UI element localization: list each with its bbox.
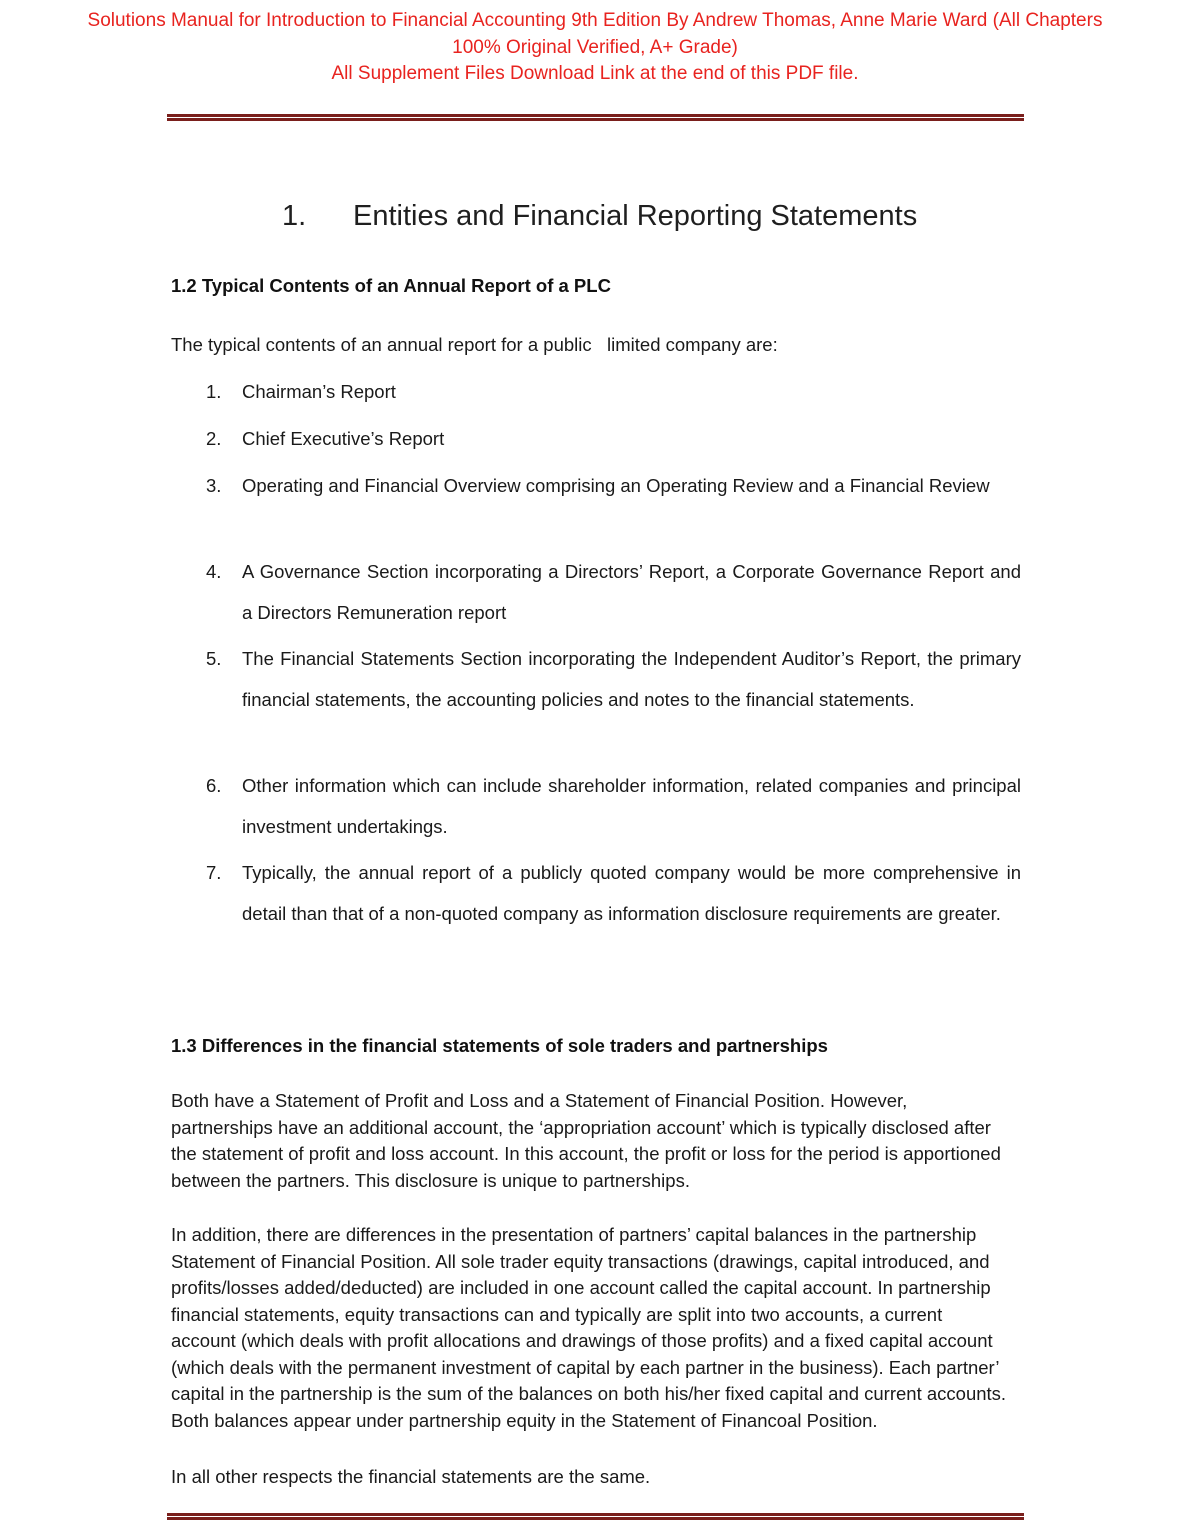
list-item-number: 3. xyxy=(206,475,222,496)
section-1-3-paragraph-1: Both have a Statement of Profit and Loss and a Statement of Financial Position. However, partnerships have an additional account, the ‘appropriation account’ which is typically disclosed after the statement of profit and loss account. In this account, the profit or loss for the period is apportioned between the partners. This disclosure is unique to partnerships. xyxy=(171,1090,1001,1191)
chapter-number: 1. xyxy=(282,200,307,232)
footer-rule xyxy=(167,1513,1024,1520)
list-item-number: 4. xyxy=(206,561,222,582)
section-1-3-heading: 1.3 Differences in the financial statements of sole traders and partnerships xyxy=(171,1035,828,1056)
banner-line-2: 100% Original Verified, A+ Grade) xyxy=(452,36,738,58)
banner-line-3: All Supplement Files Download Link at the end of this PDF file. xyxy=(331,63,859,84)
chapter-title xyxy=(282,200,917,233)
list-item-text: Chairman’s Report xyxy=(242,381,396,402)
chapter-title-text: Entities and Financial Reporting Statements xyxy=(353,200,918,232)
list-item-text: Typically, the annual report of a publicly quoted company would be more comprehensive in detail than that of a non-quoted company as information disclosure requirements are greater. xyxy=(242,862,1021,924)
list-item-number: 7. xyxy=(206,862,222,883)
list-item-text: A Governance Section incorporating a Directors’ Report, a Corporate Governance Report and a Directors Remuneration report xyxy=(242,561,1021,623)
supplement-banner xyxy=(0,8,1190,88)
list-item-number: 1. xyxy=(206,381,222,402)
banner-line-1: Solutions Manual for Introduction to Financial Accounting 9th Edition By Andrew Thomas, Anne Marie Ward (All Chapters xyxy=(87,10,1103,31)
list-item-number: 6. xyxy=(206,775,222,796)
list-item-number: 5. xyxy=(206,648,222,669)
list-item-number: 2. xyxy=(206,428,222,449)
section-1-3-paragraph-2: In addition, there are differences in the presentation of partners’ capital balances in the partnership Statement of Financial Position. All sole trader equity transactions (drawings, capital introduced, and profits/losses added/deducted) are included in one account called the capital account. In partnership financial statements, equity transactions can and typically are split into two accounts, a current account (which deals with profit allocations and drawings of those profits) and a fixed capital account (which deals with the permanent investment of capital by each partner in the business). Each partner’ capital in the partnership is the sum of the balances on both his/her fixed capital and current accounts. Both balances appear under partnership equity in the Statement of Financoal Position. xyxy=(171,1224,1007,1431)
list-item-text: Chief Executive’s Report xyxy=(242,428,445,449)
section-1-2-intro: The typical contents of an annual report for a public limited company are: xyxy=(171,334,778,355)
header-rule xyxy=(167,114,1024,121)
list-item-text: Other information which can include shareholder information, related companies and principal investment undertakings. xyxy=(242,775,1021,837)
list-item-text: Operating and Financial Overview comprising an Operating Review and a Financial Review xyxy=(242,475,990,496)
section-1-2-heading: 1.2 Typical Contents of an Annual Report of a PLC xyxy=(171,275,611,296)
section-1-3-paragraph-3: In all other respects the financial statements are the same. xyxy=(171,1466,651,1487)
list-item-text: The Financial Statements Section incorporating the Independent Auditor’s Report, the primary financial statements, the accounting policies and notes to the financial statements. xyxy=(242,648,1021,710)
